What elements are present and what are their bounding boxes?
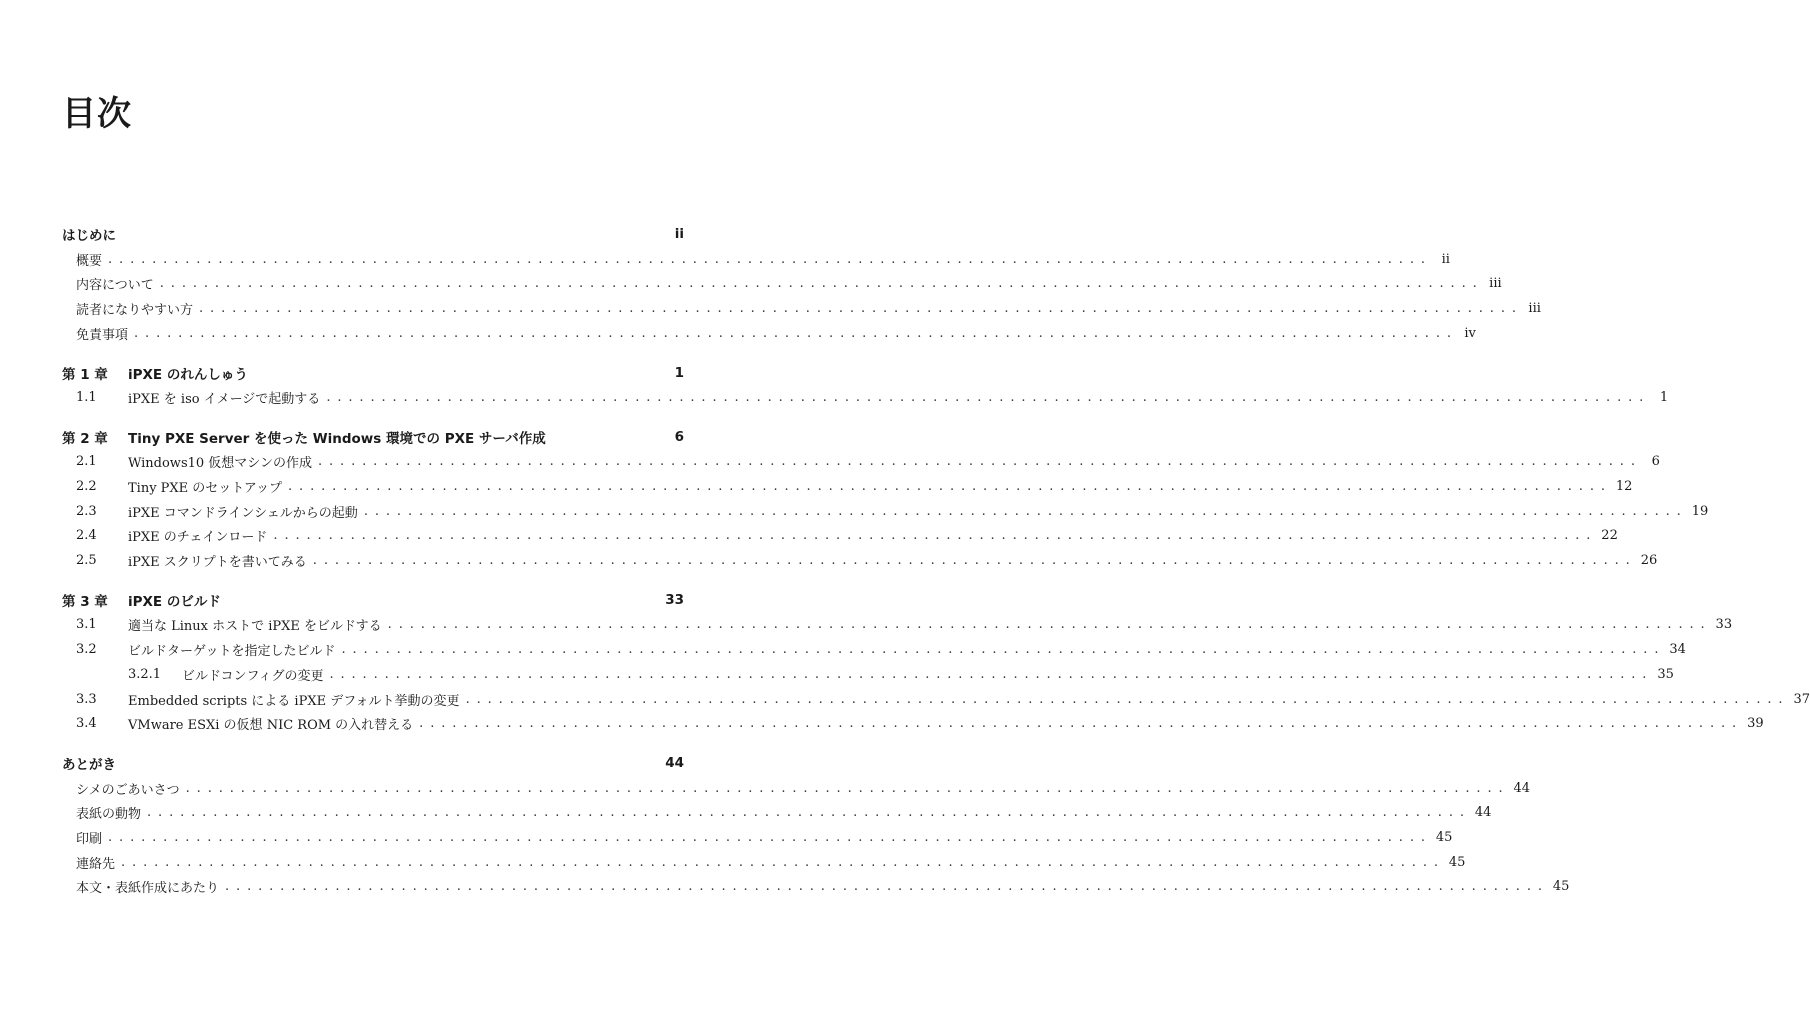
toc-leader-dots: ........................................................................................................................ [199,300,1523,316]
toc-page-number: 1 [674,364,684,381]
toc-page-number: 44 [1474,805,1492,821]
toc-leader-dots: ........................................................................................................................ [147,805,1471,821]
toc-spacer [552,430,664,444]
toc-spacer [227,594,659,608]
toc-number: 2.5 [76,553,97,569]
toc-leader-dots: ........................................................................................................................ [326,389,1651,405]
toc-title: ビルドコンフィグの変更 [182,668,324,684]
toc-title: 印刷 [76,831,103,847]
toc-page-number: 35 [1657,666,1674,682]
toc-item-row[interactable] [62,850,1466,875]
toc-page-number: ii [1441,251,1450,267]
toc-chapter-row[interactable] [62,588,684,613]
toc-spacer [122,757,659,771]
toc-item-row[interactable] [62,776,1531,801]
toc-leader-dots: ........................................................................................................................ [108,829,1432,845]
toc-number: 第 2 章 [62,431,108,448]
toc-section-row[interactable] [62,687,1810,712]
toc-number: 3.1 [76,617,97,633]
toc-page-number: 34 [1669,642,1686,658]
toc-title: 内容について [76,278,154,294]
toc-leader-dots: ........................................................................................................................ [225,879,1549,895]
toc-chapter-row[interactable] [62,222,684,247]
toc-section-row[interactable] [62,711,1764,736]
toc-number: 2.4 [76,528,97,544]
toc-title: シメのごあいさつ [76,782,180,798]
toc-section-row[interactable] [62,637,1686,662]
toc-title: iPXE を iso イメージで起動する [128,391,321,407]
toc-section-row[interactable] [62,613,1733,638]
toc-title: 表紙の動物 [76,807,142,823]
toc-item-row[interactable] [62,296,1541,321]
toc-title: Tiny PXE Server を使った Windows 環境での PXE サーバ作成 [128,431,546,448]
toc-leader-dots: ........................................................................................................................ [329,666,1654,682]
toc-leader-dots: ........................................................................................................................ [312,553,1637,569]
toc-page-number: 44 [665,755,684,772]
toc-spacer [122,228,664,242]
toc-page-number: 45 [1552,879,1570,895]
toc-leader-dots: ........................................................................................................................ [159,276,1484,292]
toc-title: iPXE のチェインロード [128,530,268,546]
toc-number: 2.3 [76,503,97,519]
toc-section-row[interactable] [62,474,1633,499]
toc-page-number: 12 [1615,479,1633,495]
toc-title: iPXE のビルド [128,594,221,611]
toc-leader-dots: ........................................................................................................................ [387,617,1712,633]
toc-leader-dots: ........................................................................................................................ [288,479,1612,495]
toc-title: iPXE のれんしゅう [128,366,248,383]
toc-page-number: 26 [1640,553,1658,569]
toc-title: 適当な Linux ホストで iPXE をビルドする [128,619,382,635]
toc-leader-dots: ........................................................................................................................ [108,251,1432,267]
toc-number: 3.4 [76,716,97,732]
toc-item-row[interactable] [62,271,1502,296]
toc-section-row[interactable] [62,450,1660,475]
toc-leader-dots: ........................................................................................................................ [273,528,1598,544]
toc-page-number: 44 [1513,780,1531,796]
toc-title: はじめに [62,228,116,245]
table-of-contents [62,222,1810,899]
toc-item-row[interactable] [62,247,1450,272]
toc-item-row[interactable] [62,825,1453,850]
toc-title: Embedded scripts による iPXE デフォルト挙動の変更 [128,693,460,709]
toc-number: 第 3 章 [62,594,108,611]
toc-section-row[interactable] [62,548,1658,573]
toc-section-row[interactable] [62,499,1709,524]
toc-page-number: iii [1528,300,1541,316]
toc-title: Windows10 仮想マシンの作成 [128,456,312,472]
toc-section-row[interactable] [62,385,1669,410]
toc-number: 3.2 [76,642,97,658]
toc-item-row[interactable] [62,875,1570,900]
toc-page-number: 22 [1601,528,1618,544]
toc-item-row[interactable] [62,800,1492,825]
toc-leader-dots: ........................................................................................................................ [363,503,1688,519]
toc-leader-dots: ........................................................................................................................ [419,716,1744,732]
toc-number: 3.3 [76,691,97,707]
toc-leader-dots: ........................................................................................................................ [134,325,1458,341]
toc-leader-dots: ........................................................................................................................ [341,642,1666,658]
toc-leader-dots: ........................................................................................................................ [121,854,1445,870]
toc-title: 概要 [76,253,103,269]
toc-chapter-row[interactable] [62,360,684,385]
toc-number: 1.1 [76,389,97,405]
toc-number: 第 1 章 [62,366,108,383]
toc-section-row[interactable] [62,524,1618,549]
toc-leader-dots: ........................................................................................................................ [465,691,1790,707]
toc-title: iPXE コマンドラインシェルからの起動 [128,505,358,521]
toc-item-row[interactable] [62,321,1476,346]
toc-title: Tiny PXE のセットアップ [128,481,283,497]
toc-title: あとがき [62,757,116,774]
toc-number: 2.2 [76,479,97,495]
toc-page-number: iii [1489,276,1502,292]
toc-page-number: 45 [1435,829,1453,845]
toc-page-number: 39 [1747,716,1764,732]
toc-page-number: 45 [1448,854,1466,870]
toc-page-number: 33 [1715,617,1733,633]
toc-title: 読者になりやすい方 [76,302,194,318]
toc-title: iPXE スクリプトを書いてみる [128,555,307,571]
toc-page-number: 33 [665,592,684,609]
toc-page-number: 6 [1651,454,1660,470]
toc-page-number: 37 [1793,691,1810,707]
page-title: 目次 [62,94,132,134]
toc-number: 3.2.1 [128,666,162,682]
toc-leader-dots: ........................................................................................................................ [185,780,1510,796]
toc-title: VMware ESXi の仮想 NIC ROM の入れ替える [128,718,414,734]
toc-title: 免責事項 [76,327,129,343]
toc-subsection-row[interactable] [62,662,1674,687]
toc-page-number: 6 [674,429,684,446]
toc-page-number: 1 [1659,389,1669,405]
toc-leader-dots: ........................................................................................................................ [317,454,1642,470]
toc-page-number: ii [674,226,684,243]
toc-page-number: iv [1464,325,1476,341]
toc-spacer [254,366,664,380]
toc-title: 本文・表紙作成にあたり [76,881,220,897]
toc-title: ビルドターゲットを指定したビルド [128,644,336,660]
toc-chapter-row[interactable] [62,425,684,450]
toc-page-number: 19 [1691,503,1709,519]
toc-number: 2.1 [76,454,97,470]
toc-chapter-row[interactable] [62,751,684,776]
toc-title: 連絡先 [76,856,116,872]
